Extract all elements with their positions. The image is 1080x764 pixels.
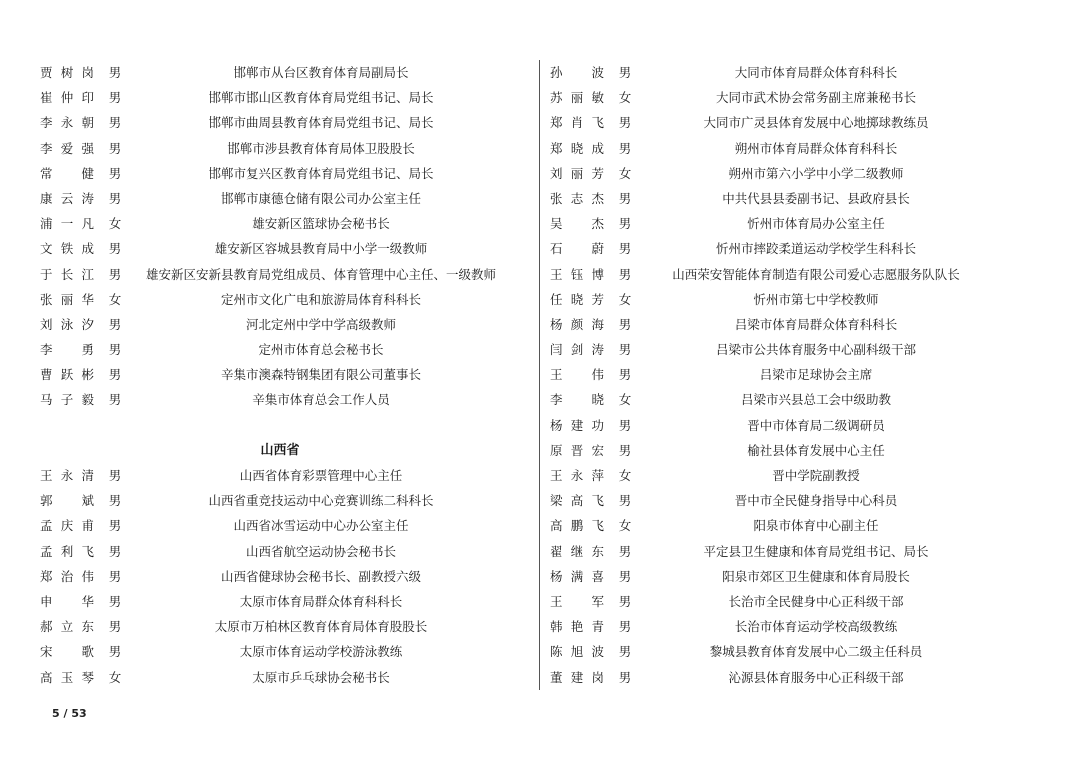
person-name: 李 勇 (40, 342, 94, 358)
person-title: 山西省航空运动协会秘书长 (245, 543, 396, 559)
list-item (40, 665, 520, 690)
person-name: 孙 波 (550, 65, 604, 80)
person-title: 河北定州中学中学高级教师 (245, 316, 396, 332)
list-item (550, 387, 1000, 412)
person-name: 宋 歌 (40, 644, 94, 660)
list-item (40, 262, 520, 287)
person-gender: 男 (618, 140, 632, 156)
person-title: 邯郸市曲周县教育体育局党组书记、局长 (208, 115, 434, 131)
person-gender: 女 (108, 669, 122, 685)
person-name: 郑晓成 (550, 140, 604, 156)
list-item (40, 463, 520, 488)
section-spacer (40, 413, 520, 438)
person-gender: 女 (618, 468, 632, 483)
person-name: 李永朝 (40, 115, 94, 131)
list-item (550, 110, 1000, 135)
person-name: 王钰博 (550, 266, 604, 282)
person-name: 杨颜海 (550, 316, 604, 332)
list-item (40, 387, 520, 412)
list-item (550, 211, 1000, 236)
list-item (40, 186, 520, 211)
list-item (550, 362, 1000, 387)
left-column (40, 60, 520, 690)
person-gender: 男 (108, 619, 122, 635)
person-gender: 男 (618, 367, 632, 383)
list-item (550, 564, 1000, 589)
person-title: 太原市乒乓球协会秘书长 (252, 669, 390, 685)
person-name: 高玉琴 (40, 669, 94, 685)
list-item (550, 186, 1000, 211)
person-title: 辛集市澳森特钢集团有限公司董事长 (220, 367, 421, 383)
person-title: 黎城县教育体育发展中心二级主任科员 (709, 644, 923, 660)
person-title: 长治市全民健身中心正科级干部 (728, 593, 904, 609)
person-name: 陈旭波 (550, 644, 604, 660)
person-title: 太原市万柏林区教育体育局体育股股长 (214, 619, 428, 635)
person-name: 刘泳汐 (40, 316, 94, 332)
person-gender: 男 (618, 316, 632, 332)
list-item (550, 161, 1000, 186)
person-gender: 男 (618, 669, 632, 685)
person-name: 文铁成 (40, 241, 94, 257)
list-item (40, 211, 520, 236)
list-item (550, 665, 1000, 690)
person-name: 郝立东 (40, 619, 94, 635)
person-title: 辛集市体育总会工作人员 (252, 392, 390, 408)
person-title: 邯郸市康德仓储有限公司办公室主任 (220, 190, 421, 206)
person-gender: 男 (618, 568, 632, 584)
person-title: 邯郸市邯山区教育体育局党组书记、局长 (208, 90, 434, 106)
person-title: 忻州市第七中学校教师 (753, 291, 879, 307)
list-item (550, 136, 1000, 161)
person-gender: 男 (108, 392, 122, 408)
person-title: 山西省健球协会秘书长、副教授六级 (220, 568, 421, 584)
person-title: 晋中市全民健身指导中心科员 (734, 493, 898, 509)
list-item (40, 513, 520, 538)
person-title: 忻州市摔跤柔道运动学校学生科科长 (715, 241, 916, 257)
person-name: 王永萍 (550, 468, 604, 483)
person-name: 申 华 (40, 593, 94, 609)
person-title: 大同市广灵县体育发展中心地掷球教练员 (703, 115, 929, 131)
list-item (550, 236, 1000, 261)
list-item (40, 312, 520, 337)
person-gender: 男 (108, 593, 122, 609)
person-gender: 男 (618, 593, 632, 609)
list-item (40, 287, 520, 312)
person-title: 晋中市体育局二级调研员 (747, 417, 885, 433)
person-gender: 男 (108, 115, 122, 131)
person-gender: 男 (108, 140, 122, 156)
person-gender: 男 (108, 644, 122, 660)
person-title: 吕梁市足球协会主席 (759, 367, 873, 383)
person-name: 吴 杰 (550, 216, 604, 232)
list-item (550, 589, 1000, 614)
person-title: 邯郸市从台区教育体育局副局长 (233, 65, 409, 80)
person-gender: 男 (108, 568, 122, 584)
person-gender: 男 (108, 468, 122, 483)
list-item (40, 337, 520, 362)
person-name: 孟利飞 (40, 543, 94, 559)
person-title: 定州市体育总会秘书长 (258, 342, 384, 358)
person-name: 原晋宏 (550, 442, 604, 458)
list-item (40, 236, 520, 261)
person-name: 李爱强 (40, 140, 94, 156)
person-gender: 男 (108, 367, 122, 383)
list-item (550, 287, 1000, 312)
person-name: 郑治伟 (40, 568, 94, 584)
list-item (550, 413, 1000, 438)
person-gender: 男 (618, 417, 632, 433)
person-title: 吕梁市公共体育服务中心副科级干部 (715, 342, 916, 358)
person-title: 吕梁市兴县总工会中级助教 (740, 392, 891, 408)
person-title: 大同市体育局群众体育科科长 (734, 65, 898, 80)
list-item (40, 614, 520, 639)
list-item (40, 60, 520, 85)
person-name: 刘丽芳 (550, 165, 604, 181)
section-heading-shanxi: 山西省 (260, 442, 300, 458)
person-gender: 男 (108, 65, 122, 80)
person-gender: 女 (108, 291, 122, 307)
list-item (550, 639, 1000, 664)
person-name: 梁高飞 (550, 493, 604, 509)
list-item (550, 337, 1000, 362)
person-gender: 男 (618, 644, 632, 660)
person-name: 任晓芳 (550, 291, 604, 307)
list-item (40, 362, 520, 387)
person-title: 太原市体育运动学校游泳教练 (239, 644, 403, 660)
list-item (550, 463, 1000, 488)
person-title: 邯郸市涉县教育体育局体卫股股长 (227, 140, 415, 156)
person-name: 张丽华 (40, 291, 94, 307)
person-name: 孟庆甫 (40, 518, 94, 534)
person-title: 邯郸市复兴区教育体育局党组书记、局长 (208, 165, 434, 181)
person-title: 山西省体育彩票管理中心主任 (239, 468, 403, 483)
person-name: 崔仲印 (40, 90, 94, 106)
person-gender: 男 (108, 165, 122, 181)
list-item (40, 110, 520, 135)
person-name: 董建岗 (550, 669, 604, 685)
right-group-shanxi (550, 60, 1000, 690)
person-title: 雄安新区安新县教育局党组成员、体育管理中心主任、一级教师 (145, 266, 496, 282)
person-gender: 男 (108, 518, 122, 534)
person-title: 山西省冰雪运动中心办公室主任 (233, 518, 409, 534)
list-item (550, 614, 1000, 639)
list-item (550, 312, 1000, 337)
person-gender: 男 (108, 190, 122, 206)
person-name: 康云涛 (40, 190, 94, 206)
person-title: 山西省重竞技运动中心竞赛训练二科科长 (208, 493, 434, 509)
list-item (550, 539, 1000, 564)
person-gender: 男 (108, 316, 122, 332)
list-item (40, 161, 520, 186)
person-title: 山西荣安智能体育制造有限公司爱心志愿服务队队长 (672, 266, 960, 282)
person-title: 中共代县县委副书记、县政府县长 (722, 190, 910, 206)
person-gender: 男 (108, 241, 122, 257)
person-title: 太原市体育局群众体育科科长 (239, 593, 403, 609)
list-item (550, 60, 1000, 85)
person-gender: 女 (618, 165, 632, 181)
person-title: 阳泉市体育中心副主任 (753, 518, 879, 534)
list-item (40, 488, 520, 513)
person-name: 韩艳青 (550, 619, 604, 635)
person-gender: 女 (618, 90, 632, 106)
person-gender: 男 (618, 493, 632, 509)
list-item (550, 85, 1000, 110)
left-group-shanxi (40, 463, 520, 690)
person-name: 马子毅 (40, 392, 94, 408)
list-item (40, 564, 520, 589)
person-name: 曹跃彬 (40, 367, 94, 383)
list-item (40, 639, 520, 664)
person-gender: 女 (618, 291, 632, 307)
person-title: 榆社县体育发展中心主任 (747, 442, 885, 458)
person-title: 定州市文化广电和旅游局体育科科长 (220, 291, 421, 307)
person-gender: 男 (108, 342, 122, 358)
person-title: 雄安新区容城县教育局中小学一级教师 (214, 241, 428, 257)
person-gender: 男 (618, 65, 632, 80)
person-name: 于长江 (40, 266, 94, 282)
person-name: 翟继东 (550, 543, 604, 559)
person-name: 闫剑涛 (550, 342, 604, 358)
person-gender: 女 (108, 216, 122, 232)
person-title: 大同市武术协会常务副主席兼秘书长 (715, 90, 916, 106)
person-title: 阳泉市郊区卫生健康和体育局股长 (722, 568, 910, 584)
person-title: 晋中学院副教授 (772, 468, 860, 483)
person-gender: 女 (618, 392, 632, 408)
person-gender: 男 (618, 442, 632, 458)
person-title: 沁源县体育服务中心正科级干部 (728, 669, 904, 685)
left-group-hebei (40, 60, 520, 413)
list-item (550, 513, 1000, 538)
person-name: 郭 斌 (40, 493, 94, 509)
person-name: 王 伟 (550, 367, 604, 383)
person-gender: 男 (108, 543, 122, 559)
person-name: 贾树岗 (40, 65, 94, 80)
person-gender: 男 (618, 216, 632, 232)
person-gender: 男 (618, 619, 632, 635)
person-title: 吕梁市体育局群众体育科科长 (734, 316, 898, 332)
person-gender: 男 (108, 266, 122, 282)
person-title: 长治市体育运动学校高级教练 (734, 619, 898, 635)
person-name: 郑肖飞 (550, 115, 604, 131)
list-item (40, 85, 520, 110)
person-name: 苏丽敏 (550, 90, 604, 106)
person-name: 王 军 (550, 593, 604, 609)
person-title: 雄安新区篮球协会秘书长 (252, 216, 390, 232)
person-gender: 男 (618, 543, 632, 559)
person-gender: 男 (108, 493, 122, 509)
person-title: 忻州市体育局办公室主任 (747, 216, 885, 232)
person-gender: 男 (618, 241, 632, 257)
person-name: 杨满喜 (550, 568, 604, 584)
right-column (550, 60, 1000, 690)
person-gender: 男 (618, 342, 632, 358)
page-number: 5 / 53 (52, 707, 87, 720)
person-gender: 男 (618, 266, 632, 282)
person-name: 杨建功 (550, 417, 604, 433)
person-name: 张志杰 (550, 190, 604, 206)
person-name: 王永清 (40, 468, 94, 483)
person-name: 高鹏飞 (550, 518, 604, 534)
person-title: 朔州市体育局群众体育科科长 (734, 140, 898, 156)
list-item (550, 262, 1000, 287)
person-gender: 男 (618, 115, 632, 131)
list-item (40, 136, 520, 161)
column-divider (539, 60, 540, 690)
person-name: 常 健 (40, 165, 94, 181)
list-item (550, 488, 1000, 513)
person-title: 平定县卫生健康和体育局党组书记、局长 (703, 543, 929, 559)
list-item (40, 589, 520, 614)
person-name: 石 蔚 (550, 241, 604, 257)
list-item (550, 438, 1000, 463)
person-name: 李 晓 (550, 392, 604, 408)
person-gender: 男 (108, 90, 122, 106)
list-item (40, 539, 520, 564)
person-gender: 男 (618, 190, 632, 206)
person-gender: 女 (618, 518, 632, 534)
person-name: 浦一凡 (40, 216, 94, 232)
person-title: 朔州市第六小学中小学二级教师 (728, 165, 904, 181)
